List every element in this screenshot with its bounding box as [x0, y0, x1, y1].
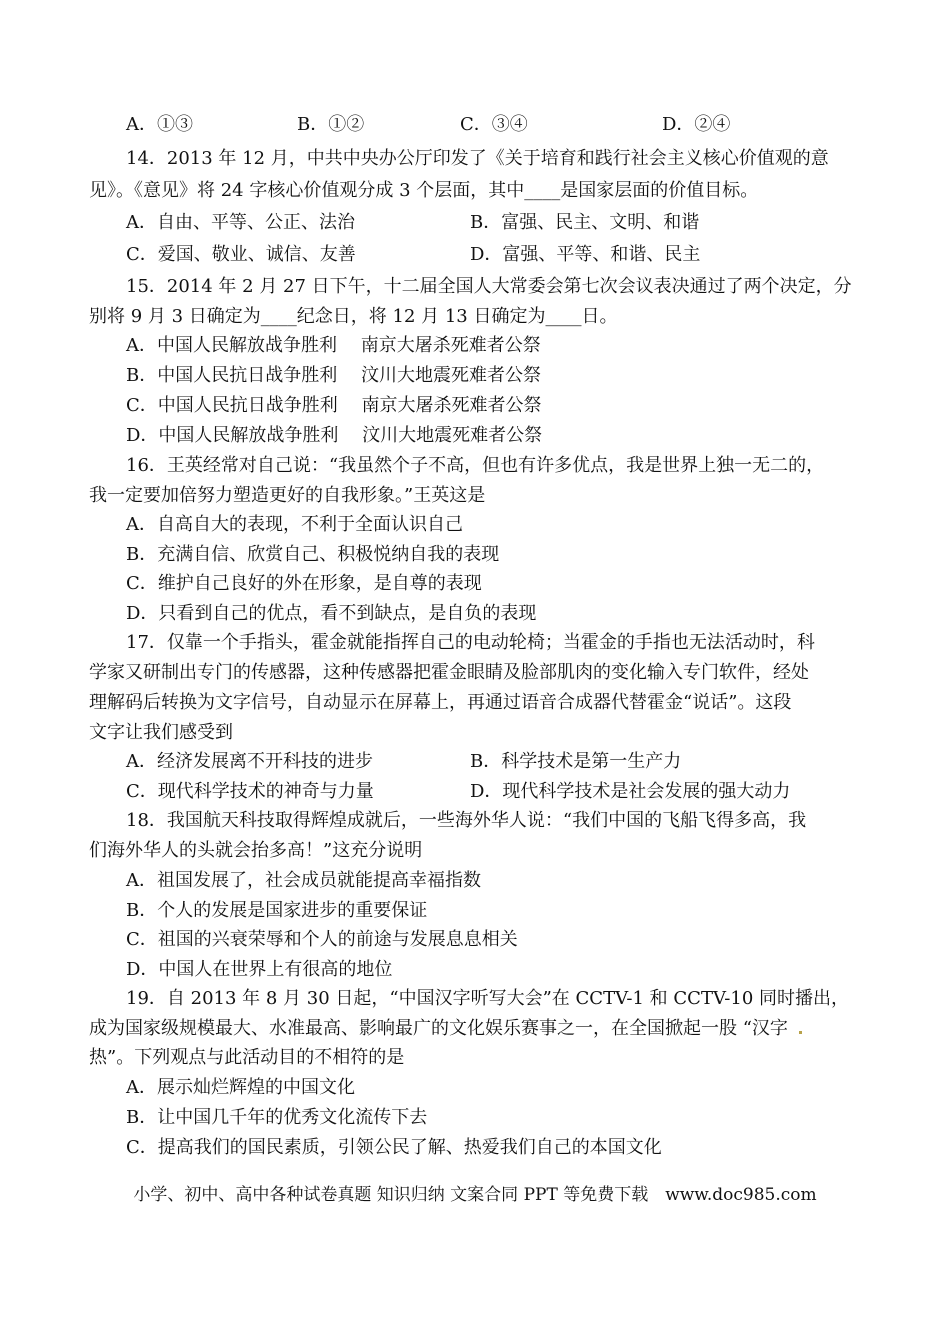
q19-option-a: A．展示灿烂辉煌的中国文化 [126, 1077, 355, 1098]
q17-stem-line-1: 17．仅靠一个手指头，霍金就能指挥自己的电动轮椅；当霍金的手指也无法活动时，科 [126, 632, 815, 653]
q15-stem-line-2: 别将 9 月 3 日确定为____纪念日，将 12 月 13 日确定为____日。 [89, 306, 618, 327]
page-footer: 小学、初中、高中各种试卷真题 知识归纳 文案合同 PPT 等免费下载 www.doc985.com [133, 1185, 817, 1205]
q15-option-d: D．中国人民解放战争胜利 汶川大地震死难者公祭 [126, 425, 543, 446]
q15-stem-line-1: 15．2014 年 2 月 27 日下午，十二届全国人大常委会第七次会议表决通过了两个决定，分 [126, 276, 852, 297]
q17-options-row-1 [0, 747, 950, 773]
q16-stem-line-1: 16．王英经常对自己说：“我虽然个子不高，但也有许多优点，我是世界上独一无二的， [126, 455, 825, 476]
q18-stem-line-1: 18．我国航天科技取得辉煌成就后，一些海外华人说：“我们中国的飞船飞得多高，我 [126, 810, 807, 831]
q13-option-a: A．①③ [126, 114, 193, 135]
q13-option-b: B．①② [297, 114, 365, 135]
q17-option-b: B．科学技术是第一生产力 [470, 751, 682, 772]
q14-options-row-1 [0, 208, 950, 234]
q17-option-d: D．现代科学技术是社会发展的强大动力 [470, 781, 791, 802]
q17-option-a: A．经济发展离不开科技的进步 [126, 751, 373, 772]
q17-stem-line-3: 理解码后转换为文字信号，自动显示在屏幕上，再通过语音合成器代替霍金“说话”。这段 [89, 692, 792, 713]
q18-option-d: D．中国人在世界上有很高的地位 [126, 959, 393, 980]
q19-stem-line-1: 19．自 2013 年 8 月 30 日起，“中国汉字听写大会”在 CCTV-1 和 CCTV-10 同时播出， [126, 988, 850, 1009]
q14-options-row-2 [0, 240, 950, 266]
q13-options [0, 110, 950, 136]
q14-stem-line-2: 见》。《意见》将 24 字核心价值观分成 3 个层面，其中____是国家层面的价值目标。 [89, 180, 759, 201]
q13-option-c: C．③④ [460, 114, 528, 135]
q16-option-d: D．只看到自己的优点，看不到缺点，是自负的表现 [126, 603, 537, 624]
q16-option-c: C．维护自己良好的外在形象，是自尊的表现 [126, 573, 482, 594]
q18-option-b: B．个人的发展是国家进步的重要保证 [126, 900, 428, 921]
q18-option-c: C．祖国的兴衰荣辱和个人的前途与发展息息相关 [126, 929, 518, 950]
q15-option-b: B．中国人民抗日战争胜利 汶川大地震死难者公祭 [126, 365, 541, 386]
q13-option-d: D．②④ [662, 114, 731, 135]
q17-option-c: C．现代科学技术的神奇与力量 [126, 781, 374, 802]
q14-option-c: C．爱国、敬业、诚信、友善 [126, 244, 356, 265]
stray-mark [799, 1031, 802, 1034]
q19-stem-line-2: 成为国家级规模最大、水准最高、影响最广的文化娱乐赛事之一，在全国掀起一股 “汉字 [89, 1018, 788, 1039]
q19-option-b: B．让中国几千年的优秀文化流传下去 [126, 1107, 428, 1128]
q17-stem-line-2: 学家又研制出专门的传感器，这种传感器把霍金眼睛及脸部肌肉的变化输入专门软件，经处 [89, 662, 809, 683]
q16-option-a: A．自高自大的表现，不利于全面认识自己 [126, 514, 463, 535]
q15-option-c: C．中国人民抗日战争胜利 南京大屠杀死难者公祭 [126, 395, 542, 416]
q15-option-a: A．中国人民解放战争胜利 南京大屠杀死难者公祭 [126, 335, 541, 356]
q19-option-c: C．提高我们的国民素质，引领公民了解、热爱我们自己的本国文化 [126, 1137, 662, 1158]
q18-stem-line-2: 们海外华人的头就会抬多高！”这充分说明 [89, 840, 423, 861]
q14-option-d: D．富强、平等、和谐、民主 [470, 244, 701, 265]
q14-option-a: A．自由、平等、公正、法治 [126, 212, 355, 233]
q17-options-row-2 [0, 777, 950, 803]
q18-option-a: A．祖国发展了，社会成员就能提高幸福指数 [126, 870, 481, 891]
q14-stem-line-1: 14．2013 年 12 月，中共中央办公厅印发了《关于培育和践行社会主义核心价值观的意 [126, 148, 829, 169]
q14-option-b: B．富强、民主、文明、和谐 [470, 212, 700, 233]
q19-stem-line-3: 热”。下列观点与此活动目的不相符的是 [89, 1047, 405, 1068]
q16-stem-line-2: 我一定要加倍努力塑造更好的自我形象。”王英这是 [89, 485, 486, 506]
q16-option-b: B．充满自信、欣赏自己、积极悦纳自我的表现 [126, 544, 500, 565]
q17-stem-line-4: 文字让我们感受到 [89, 722, 233, 743]
